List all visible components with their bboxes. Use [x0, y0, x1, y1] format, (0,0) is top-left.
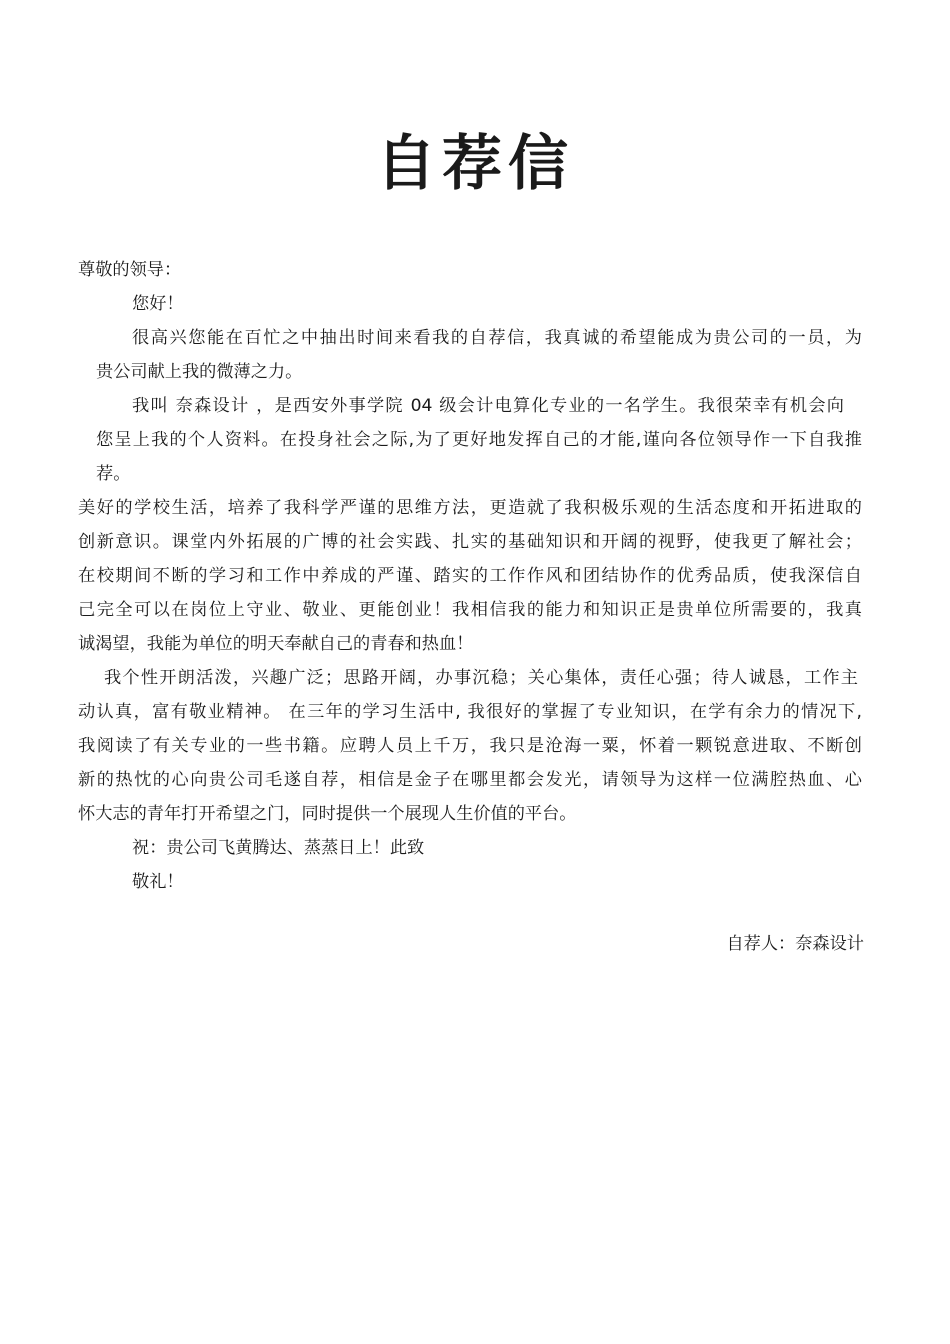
paragraph-line: 我叫 奈森设计 ，是西安外事学院 04 级会计电算化专业的一名学生。我很荣幸有机会向 — [132, 396, 844, 416]
paragraph-line: 贵公司献上我的微薄之力。 — [96, 362, 303, 382]
document-title: 自荐信 — [376, 129, 574, 199]
paragraph-line: 您呈上我的个人资料。在投身社会之际,为了更好地发挥自己的才能,谨向各位领导作一下自我推 — [96, 430, 862, 450]
salutation: 尊敬的领导： — [78, 260, 182, 280]
greeting: 您好！ — [132, 294, 184, 314]
closing-regards: 敬礼！ — [132, 872, 184, 892]
paragraph-line: 新的热忱的心向贵公司毛遂自荐，相信是金子在哪里都会发光，请领导为这样一位满腔热血、心 — [78, 770, 862, 790]
signature: 自荐人：奈森设计 — [726, 934, 864, 954]
paragraph-line: 动认真，富有敬业精神。 在三年的学习生活中, 我很好的掌握了专业知识，在学有余力的情况下, — [78, 702, 862, 722]
paragraph-line: 我阅读了有关专业的一些书籍。应聘人员上千万，我只是沧海一粟，怀着一颗锐意进取、不断创 — [78, 736, 862, 756]
paragraph-line: 美好的学校生活，培养了我科学严谨的思维方法，更造就了我积极乐观的生活态度和开拓进取的 — [78, 498, 862, 518]
paragraph-line: 很高兴您能在百忙之中抽出时间来看我的自荐信，我真诚的希望能成为贵公司的一员，为 — [132, 328, 862, 348]
paragraph-line: 荐。 — [96, 464, 131, 484]
paragraph-line: 创新意识。课堂内外拓展的广博的社会实践、扎实的基础知识和开阔的视野，使我更了解社会； — [78, 532, 862, 552]
paragraph-line: 我个性开朗活泼，兴趣广泛；思路开阔，办事沉稳；关心集体，责任心强；待人诚恳，工作主 — [104, 668, 858, 688]
paragraph-line: 诚渴望，我能为单位的明天奉献自己的青春和热血！ — [78, 634, 474, 654]
paragraph-line: 在校期间不断的学习和工作中养成的严谨、踏实的工作作风和团结协作的优秀品质，使我深信自 — [78, 566, 862, 586]
closing-wish: 祝：贵公司飞黄腾达、蒸蒸日上！此致 — [132, 838, 425, 858]
paragraph-line: 怀大志的青年打开希望之门，同时提供一个展现人生价值的平台。 — [78, 804, 577, 824]
paragraph-line: 己完全可以在岗位上守业、敬业、更能创业！我相信我的能力和知识正是贵单位所需要的，我真 — [78, 600, 862, 620]
